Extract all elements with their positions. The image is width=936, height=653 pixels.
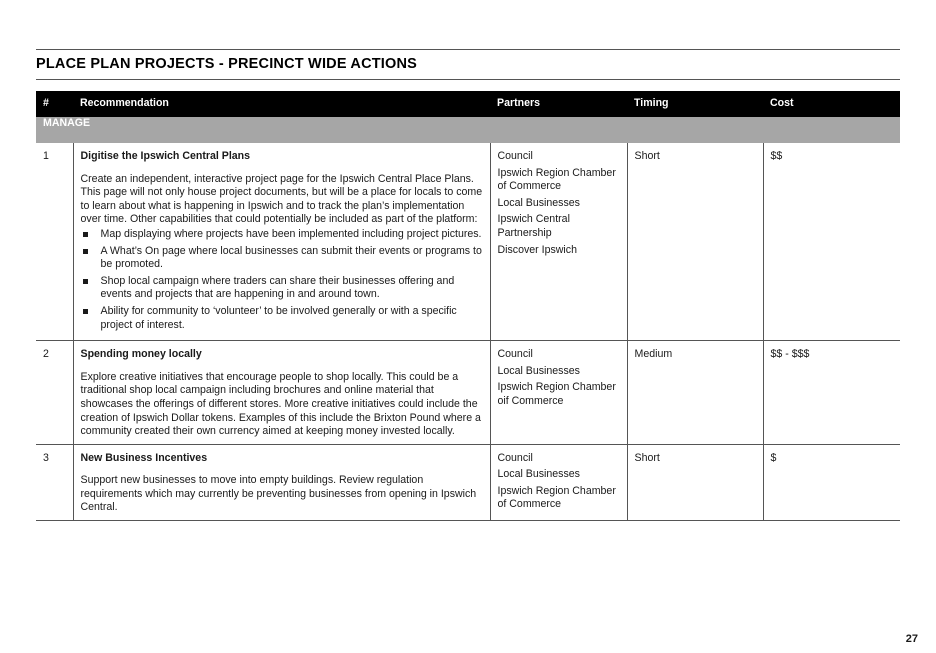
row-number: 1: [36, 143, 73, 341]
header-recommendation: Recommendation: [73, 91, 490, 117]
cost-cell: $$: [763, 143, 900, 341]
table-row: [36, 444, 900, 520]
table-row: [36, 143, 900, 341]
partner: Ipswich Region Chamber of Commerce: [497, 166, 616, 193]
timing-cell: Medium: [627, 341, 763, 445]
header-cost: Cost: [763, 91, 900, 117]
cost-cell: $$ - $$$: [763, 341, 900, 445]
title-underline: [36, 79, 900, 80]
partners-cell: [490, 444, 627, 520]
partners-cell: [490, 341, 627, 445]
page-number: 27: [905, 633, 918, 645]
header-number: #: [36, 91, 73, 117]
bullet-item: A What’s On page where local businesses can submit their events or programs to be promoted.: [81, 245, 484, 272]
cost-cell: $: [763, 444, 900, 520]
recommendation-description: Explore creative initiatives that encourage people to shop locally. This could be a traditional shop local campaign including brochures and online material that showcases the offerings of different stores. More creative initiatives could include the creation of Ipswich Dollar tokens. Examples of this include the Brixton Pound where a community created their own currency aimed at keeping money invested locally.: [80, 370, 481, 438]
partner: Ipswich Central Partnership: [497, 213, 570, 239]
partner: Council: [497, 451, 533, 464]
partner: Council: [497, 150, 533, 162]
bullet-item: Map displaying where projects have been implemented including project pictures.: [81, 228, 484, 242]
header-partners: Partners: [490, 91, 627, 117]
row-number: 3: [36, 444, 73, 520]
partner: Ipswich Region Chamber oif Commerce: [497, 381, 616, 407]
recommendation-cell: [73, 143, 490, 341]
recommendation-title: New Business Incentives: [80, 451, 208, 464]
recommendation-title: Spending money locally: [80, 348, 202, 361]
bullet-item: Ability for community to ‘volunteer’ to be involved generally or with a specific project of interest.: [81, 305, 484, 332]
section-label: MANAGE: [36, 117, 900, 143]
bullet-list: [81, 228, 484, 332]
recommendation-title: Digitise the Ipswich Central Plans: [80, 150, 251, 162]
section-row: [36, 117, 900, 143]
recommendation-description: Create an independent, interactive project page for the Ipswich Central Place Plans. This page will not only house project documents, but will be a place for locals to come to learn about what is happening in Ipswich and to track the plan’s implementation over time. Other capabilities that could potentially be included as part of the platform:: [80, 172, 483, 226]
table-row: [36, 341, 900, 445]
recommendation-description: Support new businesses to move into empty buildings. Review regulation requirements which may currently be preventing businesses from opening in Ipswich Central.: [80, 474, 477, 514]
timing-cell: Short: [627, 143, 763, 341]
partner: Ipswich Region Chamber of Commerce: [497, 484, 616, 511]
partner: Local Businesses: [497, 364, 580, 377]
page-title: PLACE PLAN PROJECTS - PRECINCT WIDE ACTIONS: [36, 56, 418, 72]
table-header-row: [36, 91, 900, 117]
partner: Council: [497, 348, 533, 361]
partner: Discover Ipswich: [497, 243, 577, 256]
recommendations-table: [36, 91, 900, 521]
row-number: 2: [36, 341, 73, 445]
recommendation-cell: [73, 341, 490, 445]
header-timing: Timing: [627, 91, 763, 117]
bullet-item: Shop local campaign where traders can share their businesses offering and events and projects that are happening in and around town.: [81, 275, 484, 302]
partner: Local Businesses: [497, 196, 580, 209]
partners-cell: [490, 143, 627, 341]
timing-cell: Short: [627, 444, 763, 520]
recommendation-cell: [73, 444, 490, 520]
top-rule: [36, 49, 900, 50]
partner: Local Businesses: [497, 468, 580, 481]
